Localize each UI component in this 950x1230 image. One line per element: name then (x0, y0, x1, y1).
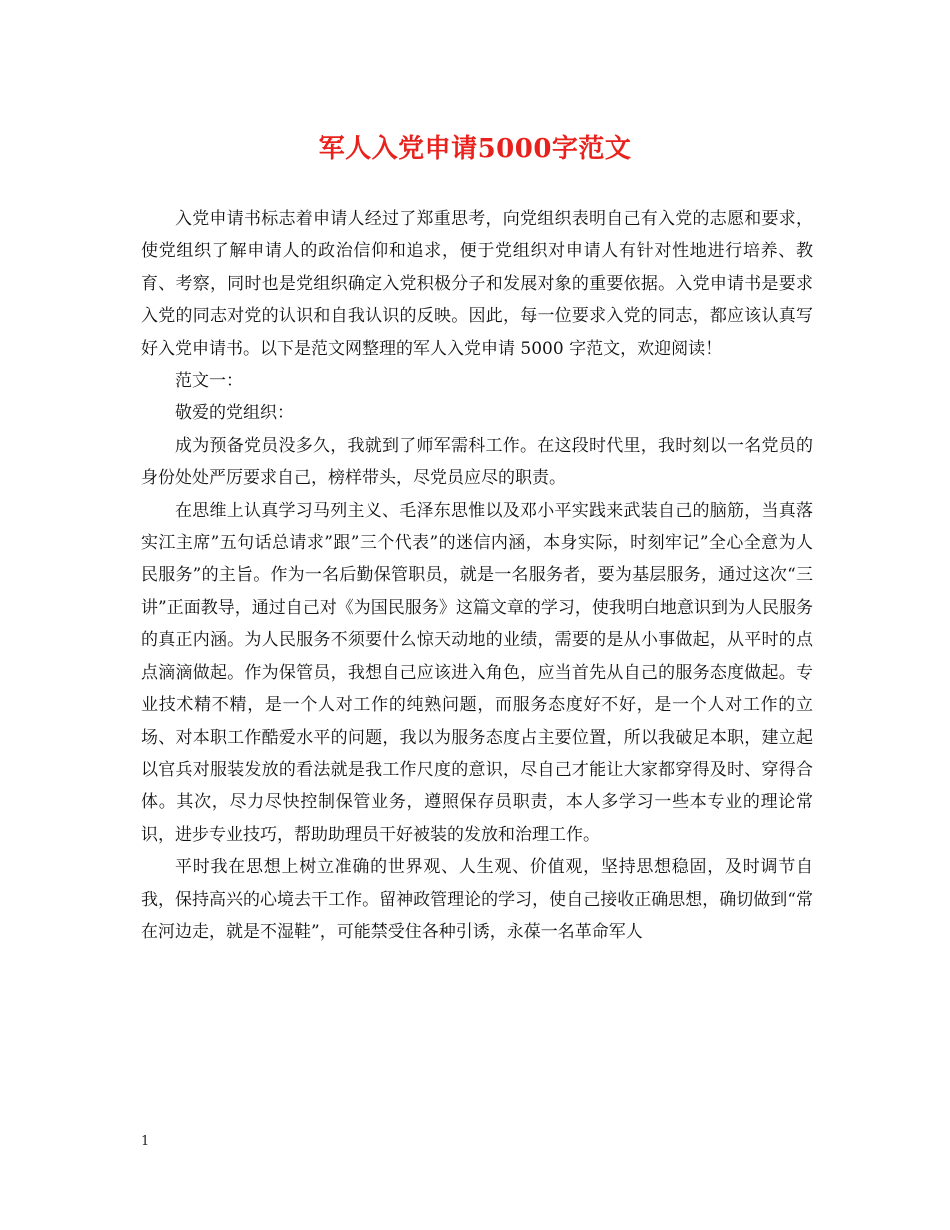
paragraph-body: 在思维上认真学习马列主义、毛泽东思惟以及邓小平实践来武装自己的脑筋，当真落实江主席”五句话总请求”跟”三个代表”的迷信内涵，本身实际，时刻牢记”全心全意为人民服务”的主旨。作为一名后勤保管职员，就是一名服务者，要为基层服务，通过这次“三讲”正面教导，通过自己对《为国民服务》这篇文章的学习，使我明白地意识到为人民服务的真正内涵。为人民服务不须要什么惊天动地的业绩，需要的是从小事做起，从平时的点点滴滴做起。作为保管员，我想自己应该进入角色，应当首先从自己的服务态度做起。专业技术精不精，是一个人对工作的纯熟问题，而服务态度好不好，是一个人对工作的立场、对本职工作酷爱水平的问题，我以为服务态度占主要位置，所以我破足本职，建立起以官兵对服装发放的看法就是我工作尺度的意识，尽自己才能让大家都穿得及时、穿得合体。其次，尽力尽快控制保管业务，遵照保存员职责，本人多学习一些本专业的理论常识，进步专业技巧，帮助助理员干好被装的发放和治理工作。 (141, 500, 813, 845)
paragraph-body: 成为预备党员没多久，我就到了师军需科工作。在这段时代里，我时刻以一名党员的身份处处严厉要求自己，榜样带头，尽党员应尽的职责。 (141, 435, 813, 489)
document-title: 军人入党申请5000字范文 (318, 134, 632, 164)
paragraph-body: 平时我在思想上树立准确的世界观、人生观、价值观，坚持思想稳固，及时调节自我，保持高兴的心境去干工作。留神政管理论的学习，使自己接收正确思想，确切做到“常在河边走，就是不湿鞋”，可能禁受住各种引诱，永葆一名革命军人 (141, 857, 813, 942)
paragraph-sample-heading: 范文一： (175, 371, 243, 392)
page-number: 1 (141, 1134, 150, 1149)
document-body (141, 203, 813, 948)
paragraph-salutation: 敬爱的党组织： (175, 403, 294, 424)
paragraph-intro: 入党申请书标志着申请人经过了郑重思考，向党组织表明自己有入党的志愿和要求，使党组织了解申请人的政治信仰和追求，便于党组织对申请人有针对性地进行培养、教育、考察，同时也是党组织确定入党积极分子和发展对象的重要依据。入党申请书是要求入党的同志对党的认识和自我认识的反映。因此，每一位要求入党的同志，都应该认真写好入党申请书。以下是范文网整理的军人入党申请 5000 字范文，欢迎阅读！ (141, 209, 813, 359)
